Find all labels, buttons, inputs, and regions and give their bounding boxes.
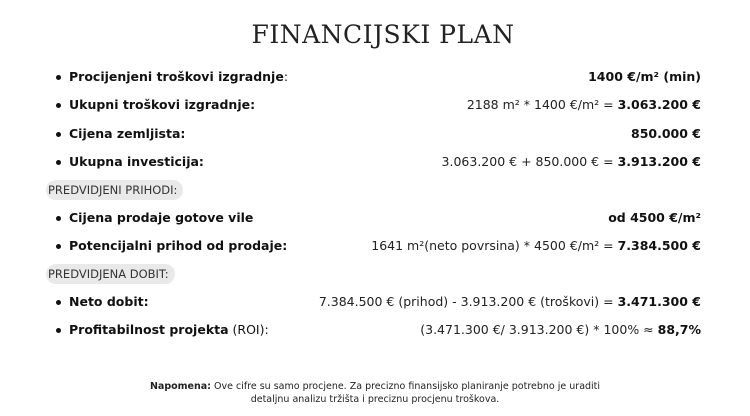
bullet-icon [56, 160, 61, 165]
footnote [90, 380, 660, 406]
list-item-total-investment [56, 152, 701, 172]
item-label: Potencijalni prihod od prodaje: [69, 238, 288, 253]
footnote-line-1: Napomena: Ove cifre su samo procjene. Za precizno finansijsko planiranje potrebno je uraditi [149, 381, 601, 392]
item-label: Procijenjeni troškovi izgradnje: [69, 69, 289, 84]
item-label: Profitabilnost projekta (ROI): [69, 322, 269, 337]
bullet-icon [56, 328, 61, 333]
section-heading-profit: PREDVIDJENA DOBIT: [46, 264, 175, 284]
item-value: 2188 m² * 1400 €/m² = 3.063.200 € [466, 97, 701, 112]
list-item-land-price [56, 124, 701, 144]
bullet-icon [56, 216, 61, 221]
bullet-icon [56, 300, 61, 305]
bullet-icon [56, 75, 61, 80]
item-label: Ukupna investicija: [69, 154, 204, 169]
bullet-icon [56, 103, 61, 108]
item-value: (3.471.300 €/ 3.913.200 €) * 100% ≈ 88,7% [420, 322, 701, 337]
item-value: 850.000 € [631, 126, 701, 141]
list-item-estimated-construction-cost [56, 67, 701, 87]
list-item-villa-sale-price [56, 208, 701, 228]
section-heading-income: PREDVIDJENI PRIHODI: [46, 180, 183, 200]
bullet-icon [56, 244, 61, 249]
footnote-line-2: detaljnu analizu tržišta i preciznu procjenu troškova. [250, 394, 500, 405]
item-value: 1400 €/m² (min) [588, 69, 701, 84]
item-value: od 4500 €/m² [608, 210, 701, 225]
list-item-project-roi [56, 320, 701, 340]
item-label: Ukupni troškovi izgradnje: [69, 97, 256, 112]
item-label: Cijena prodaje gotove vile [69, 210, 254, 225]
footnote-label: Napomena: [149, 381, 211, 392]
item-label: Neto dobit: [69, 294, 149, 309]
item-label: Cijena zemljista: [69, 126, 186, 141]
item-value: 1641 m²(neto povrsina) * 4500 €/m² = 7.384.500 € [371, 238, 701, 253]
page-title: FINANCIJSKI PLAN [251, 20, 515, 49]
item-value: 3.063.200 € + 850.000 € = 3.913.200 € [441, 154, 701, 169]
list-item-total-construction-cost [56, 95, 701, 115]
list-item-potential-sales-income [56, 236, 701, 256]
bullet-icon [56, 132, 61, 137]
list-item-net-profit [56, 292, 701, 312]
item-value: 7.384.500 € (prihod) - 3.913.200 € (troškovi) = 3.471.300 € [318, 294, 701, 309]
